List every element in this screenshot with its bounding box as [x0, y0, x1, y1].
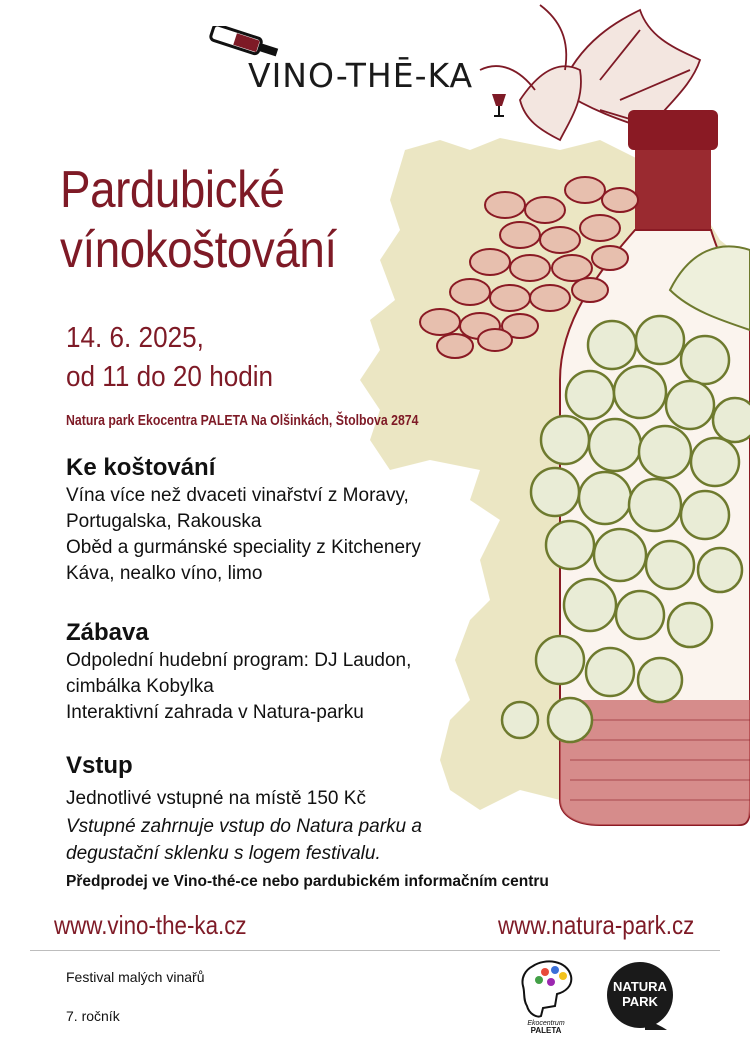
section-heading-tasting: Ke koštování: [66, 454, 216, 481]
website-link-vino-the-ka[interactable]: www.vino-the-ka.cz: [54, 910, 247, 940]
presale-info: Předprodej ve Vino-thé-ce nebo pardubickém informačním centru: [66, 873, 549, 890]
svg-text:PALETA: PALETA: [530, 1026, 562, 1035]
entry-price: Jednotlivé vstupné na místě 150 Kč: [66, 788, 366, 809]
logo-text: VINO-THĒ-KA: [248, 56, 474, 95]
svg-text:Ekocentrum: Ekocentrum: [527, 1020, 565, 1027]
svg-text:PARK: PARK: [622, 994, 658, 1009]
page-title-line-1: Pardubické: [60, 161, 285, 219]
svg-text:NATURA: NATURA: [613, 979, 667, 994]
entry-note-line-2: degustační sklenku s logem festivalu.: [66, 843, 381, 864]
edition-number: 7. ročník: [66, 1008, 120, 1024]
wine-glass-icon: [492, 94, 506, 116]
website-link-natura-park[interactable]: www.natura-park.cz: [498, 910, 695, 940]
ekocentrum-paleta-logo: [515, 956, 577, 1036]
page-title-line-2: vínokoštování: [60, 221, 337, 279]
tasting-line: Portugalska, Rakouska: [66, 511, 262, 532]
footer-divider: [30, 950, 720, 951]
fun-line: Interaktivní zahrada v Natura-parku: [66, 702, 364, 723]
event-venue: Natura park Ekocentra PALETA Na Olšinkách, Štolbova 2874: [66, 412, 419, 429]
section-heading-fun: Zábava: [66, 619, 149, 646]
tasting-line: Oběd a gurmánské speciality z Kitchenery: [66, 537, 421, 558]
event-hours: od 11 do 20 hodin: [66, 361, 274, 393]
festival-subtitle: Festival malých vinařů: [66, 969, 205, 985]
tasting-line: Káva, nealko víno, limo: [66, 563, 263, 584]
entry-note-line-1: Vstupné zahrnuje vstup do Natura parku a: [66, 816, 422, 837]
fun-line: Odpolední hudební program: DJ Laudon,: [66, 650, 412, 671]
section-heading-entry: Vstup: [66, 752, 133, 779]
event-date: 14. 6. 2025,: [66, 322, 204, 354]
natura-park-logo: [605, 960, 675, 1030]
tasting-line: Vína více než dvaceti vinařství z Moravy,: [66, 485, 409, 506]
fun-line: cimbálka Kobylka: [66, 676, 214, 697]
